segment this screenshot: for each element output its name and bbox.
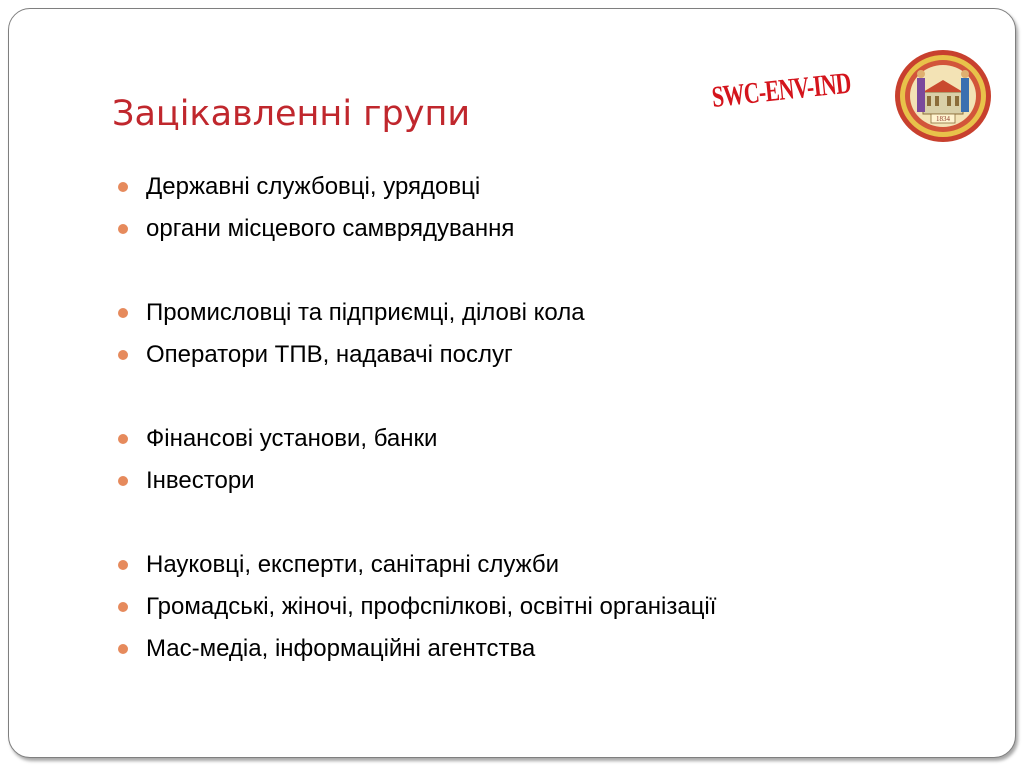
list-item — [112, 166, 716, 208]
project-logo-text: SWC-ENV-IND — [710, 66, 853, 114]
list-item-text: Державні службовці, урядовці — [146, 173, 481, 200]
list-item — [112, 208, 716, 250]
university-seal-icon — [893, 48, 993, 144]
list-item — [112, 292, 716, 334]
bullet-icon — [118, 434, 128, 444]
list-item — [112, 334, 716, 376]
bullet-icon — [118, 476, 128, 486]
bullet-icon — [118, 350, 128, 360]
bullet-icon — [118, 308, 128, 318]
slide-title: Зацікавленні групи — [112, 94, 471, 134]
seal-year: 1834 — [936, 115, 950, 123]
list-item-text: Громадські, жіночі, профспілкові, освітні організації — [146, 593, 717, 620]
list-item-text: Інвестори — [146, 467, 255, 494]
list-item — [112, 628, 716, 670]
bullet-icon — [118, 224, 128, 234]
list-item — [112, 586, 716, 628]
list-item — [112, 544, 716, 586]
stakeholder-list — [112, 166, 716, 670]
list-item-text: Фінансові установи, банки — [146, 425, 438, 452]
list-item — [112, 460, 716, 502]
list-item-text: Науковці, експерти, санітарні служби — [146, 551, 560, 578]
bullet-icon — [118, 560, 128, 570]
bullet-icon — [118, 644, 128, 654]
list-item-text: Мас-медіа, інформаційні агентства — [146, 635, 536, 662]
list-item-text: Оператори ТПВ, надавачі послуг — [146, 341, 513, 368]
list-item — [112, 418, 716, 460]
bullet-icon — [118, 602, 128, 612]
bullet-icon — [118, 182, 128, 192]
list-item-text: органи місцевого самврядування — [146, 215, 515, 242]
list-item-text: Промисловці та підприємці, ділові кола — [146, 299, 585, 326]
